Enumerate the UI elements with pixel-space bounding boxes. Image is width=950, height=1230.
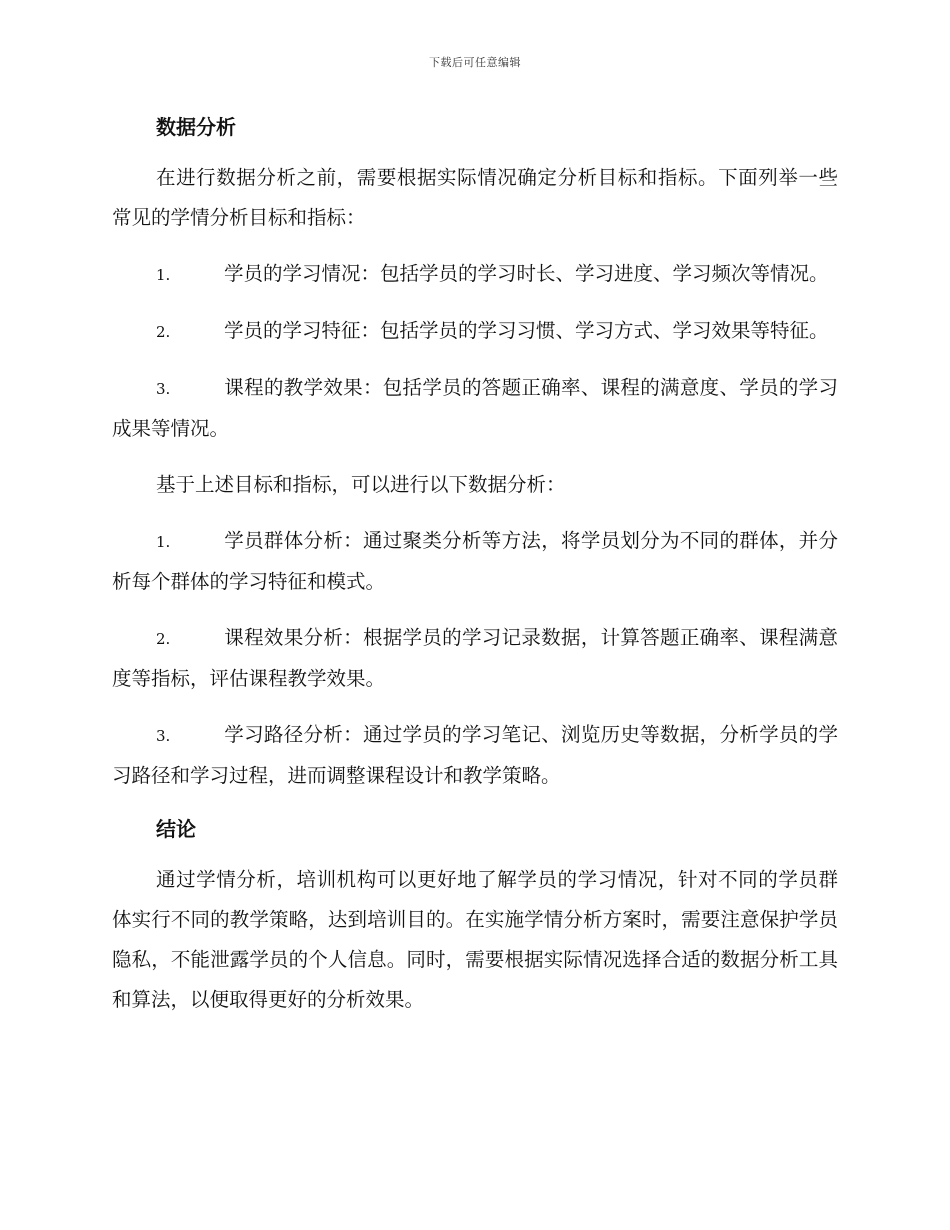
goal-number: 3.	[156, 380, 171, 398]
method-number: 1.	[156, 533, 171, 551]
goal-number: 2.	[156, 323, 171, 341]
method-number: 3.	[156, 727, 171, 745]
section-heading-conclusion: 结论	[156, 817, 196, 841]
method-text: 课程效果分析：根据学员的学习记录数据，计算答题正确率、课程满意度等指标，评估课程教学效果。	[112, 626, 838, 690]
header-note: 下载后可任意编辑	[429, 56, 521, 69]
analysis-intro: 在进行数据分析之前，需要根据实际情况确定分析目标和指标。下面列举一些常见的学情分析目标和指标：	[112, 166, 838, 229]
conclusion-body: 通过学情分析，培训机构可以更好地了解学员的学习情况，针对不同的学员群体实行不同的教学策略，达到培训目的。在实施学情分析方案时，需要注意保护学员隐私，不能泄露学员的个人信息。同时，需要根据实际情况选择合适的数据分析工具和算法，以便取得更好的分析效果。	[112, 868, 838, 1011]
goal-text: 学员的学习特征：包括学员的学习习惯、学习方式、学习效果等特征。	[224, 319, 829, 342]
goal-text: 课程的教学效果：包括学员的答题正确率、课程的满意度、学员的学习成果等情况。	[112, 376, 838, 440]
document-body	[112, 110, 838, 1020]
method-text: 学员群体分析：通过聚类分析等方法，将学员划分为不同的群体，并分析每个群体的学习特征和模式。	[112, 529, 838, 593]
goal-number: 1.	[156, 266, 171, 284]
method-item	[112, 618, 838, 699]
method-number: 2.	[156, 630, 171, 648]
goal-item	[112, 254, 838, 295]
section-heading-analysis: 数据分析	[156, 115, 236, 139]
method-item	[112, 715, 838, 796]
goal-text: 学员的学习情况：包括学员的学习时长、学习进度、学习频次等情况。	[224, 262, 829, 285]
method-item	[112, 521, 838, 602]
analysis-bridge: 基于上述目标和指标，可以进行以下数据分析：	[156, 473, 566, 496]
goal-item	[112, 368, 838, 449]
goal-item	[112, 311, 838, 352]
method-text: 学习路径分析：通过学员的学习笔记、浏览历史等数据，分析学员的学习路径和学习过程，进而调整课程设计和教学策略。	[112, 723, 838, 787]
